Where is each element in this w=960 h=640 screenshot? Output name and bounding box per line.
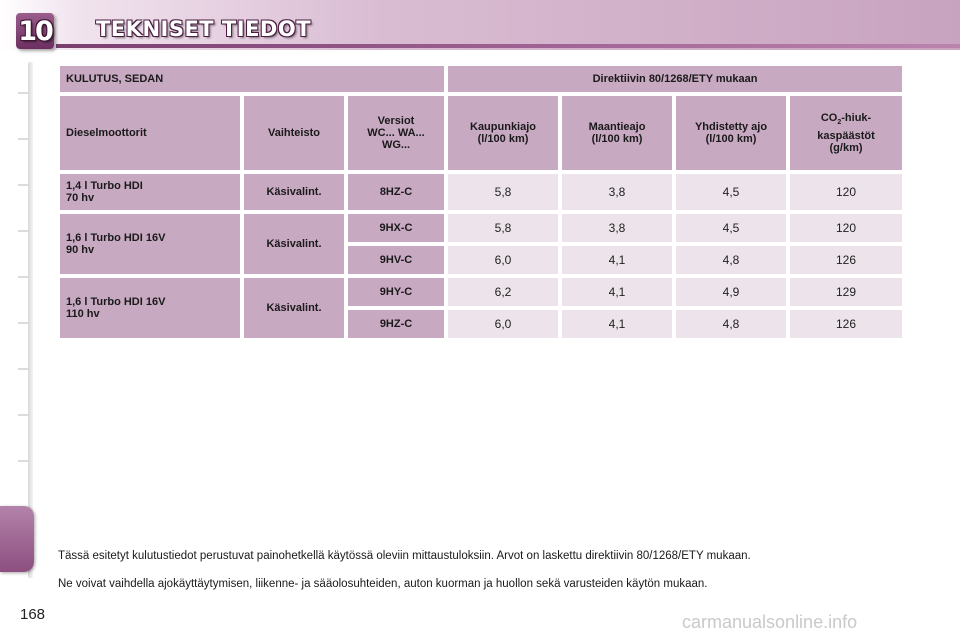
gearbox-cell: Käsivalint.	[244, 174, 344, 210]
side-tab-active[interactable]	[0, 506, 34, 572]
side-tab[interactable]	[18, 414, 30, 416]
table-title: KULUTUS, SEDAN	[60, 66, 444, 92]
header-underline	[56, 44, 960, 48]
chapter-number: 10	[18, 15, 52, 47]
urban-value: 6,0	[448, 310, 558, 338]
version-cell: 9HV-C	[348, 246, 444, 274]
col-versions: Versiot WC... WA... WG...	[348, 96, 444, 170]
combined-value: 4,5	[676, 174, 786, 210]
co2-value: 120	[790, 174, 902, 210]
combined-value: 4,5	[676, 214, 786, 242]
col-extra-urban: Maantieajo (l/100 km)	[562, 96, 672, 170]
table-row	[60, 174, 902, 210]
combined-value: 4,8	[676, 246, 786, 274]
col-urban: Kaupunkiajo (l/100 km)	[448, 96, 558, 170]
urban-value: 5,8	[448, 174, 558, 210]
chapter-badge	[16, 13, 54, 49]
col-engine: Dieselmoottorit	[60, 96, 240, 170]
urban-value: 6,0	[448, 246, 558, 274]
col-combined: Yhdistetty ajo (l/100 km)	[676, 96, 786, 170]
watermark: carmanualsonline.info	[682, 612, 858, 632]
side-tab[interactable]	[18, 322, 30, 324]
side-tab[interactable]	[18, 184, 30, 186]
engine-cell: 1,4 l Turbo HDI 70 hv	[60, 174, 240, 210]
urban-value: 6,2	[448, 278, 558, 306]
extra-urban-value: 4,1	[562, 278, 672, 306]
consumption-table	[56, 62, 906, 342]
table-title-row	[60, 66, 902, 92]
col-co2: $CO_2-hiuk-$ kaspäästöt (g/km)	[790, 96, 902, 170]
note-variation: Ne voivat vaihdella ajokäyttäytymisen, liikenne- ja sääolosuhteiden, auton kuorman ja huollon sekä varusteiden käytön mukaan.	[58, 578, 708, 590]
co2-value: 120	[790, 214, 902, 242]
side-tab[interactable]	[18, 138, 30, 140]
side-tab[interactable]	[18, 230, 30, 232]
extra-urban-value: 3,8	[562, 174, 672, 210]
table-row	[60, 278, 902, 306]
version-cell: 9HX-C	[348, 214, 444, 242]
side-tab-rail	[0, 62, 34, 578]
gearbox-cell: Käsivalint.	[244, 278, 344, 338]
page-title: TEKNISET TIEDOT	[96, 17, 312, 41]
table-header-row	[60, 96, 902, 170]
co2-value: 129	[790, 278, 902, 306]
gearbox-cell: Käsivalint.	[244, 214, 344, 274]
table-directive: Direktiivin 80/1268/ETY mukaan	[448, 66, 902, 92]
side-tab[interactable]	[18, 368, 30, 370]
combined-value: 4,8	[676, 310, 786, 338]
engine-cell: 1,6 l Turbo HDI 16V 90 hv	[60, 214, 240, 274]
combined-value: 4,9	[676, 278, 786, 306]
side-tab[interactable]	[18, 276, 30, 278]
co2-value: 126	[790, 310, 902, 338]
page-number: 168	[20, 606, 46, 623]
urban-value: 5,8	[448, 214, 558, 242]
extra-urban-value: 4,1	[562, 310, 672, 338]
extra-urban-value: 4,1	[562, 246, 672, 274]
engine-cell: 1,6 l Turbo HDI 16V 110 hv	[60, 278, 240, 338]
version-cell: 9HZ-C	[348, 310, 444, 338]
extra-urban-value: 3,8	[562, 214, 672, 242]
side-tab[interactable]	[18, 92, 30, 94]
note-measurements: Tässä esitetyt kulutustiedot perustuvat painohetkellä käytössä oleviin mittaustuloksiin. Arvot on laskettu direktiivin 80/1268/ETY mukaan.	[58, 550, 751, 562]
co2-value: 126	[790, 246, 902, 274]
side-tab[interactable]	[18, 460, 30, 462]
table-row	[60, 214, 902, 242]
col-gearbox: Vaihteisto	[244, 96, 344, 170]
version-cell: 9HY-C	[348, 278, 444, 306]
version-cell: 8HZ-C	[348, 174, 444, 210]
